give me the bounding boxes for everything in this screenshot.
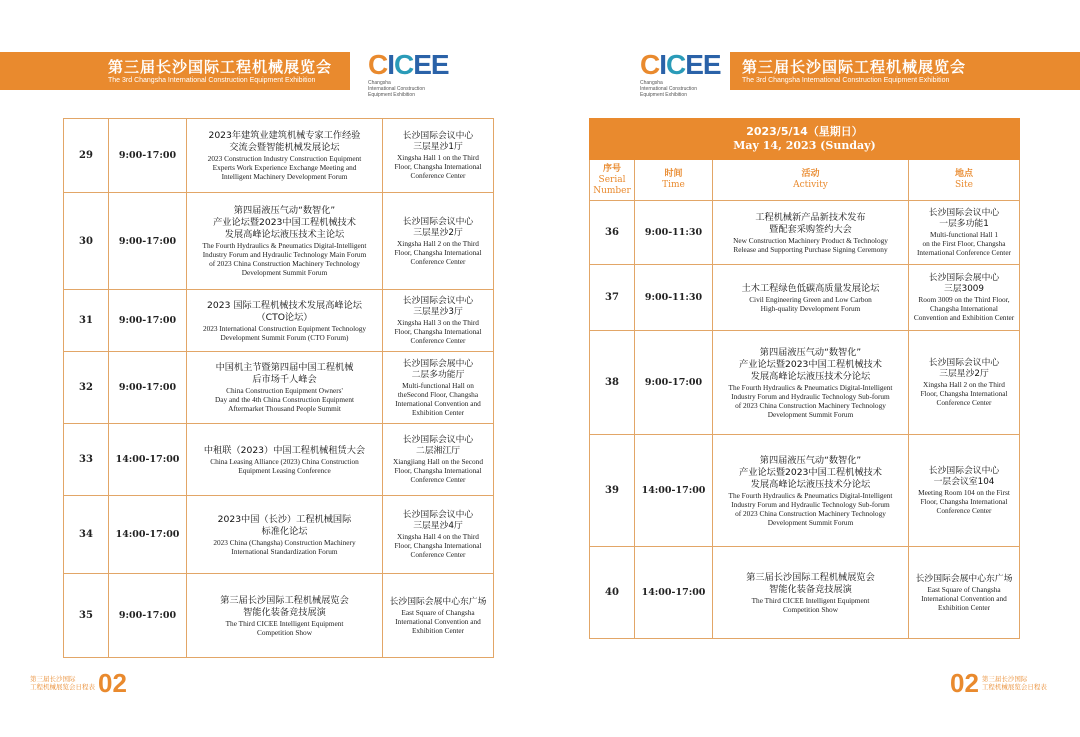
page-number: 02 bbox=[98, 668, 127, 698]
activity-title-zh: 第四届液压气动“数智化” bbox=[759, 346, 862, 358]
logo-sub-3: Equipment Exhibition bbox=[640, 92, 687, 98]
site-name-en: East Square of Changsha bbox=[927, 584, 1001, 594]
activity-title-en: The Fourth Hydraulics & Pneumatics Digital-Intelligent bbox=[202, 241, 367, 250]
site-name-en: Xingsha Hall 3 on the Third bbox=[397, 318, 479, 327]
site-cell bbox=[383, 496, 494, 574]
site-name-en: Floor, Changsha International bbox=[920, 389, 1008, 398]
site-name-zh: 长沙国际会议中心 bbox=[402, 216, 474, 227]
exhibition-title-zh: 第三届长沙国际工程机械展览会 bbox=[108, 58, 333, 76]
time-range: 9:00-11:30 bbox=[635, 201, 713, 265]
logo-sub-2: International Construction bbox=[640, 86, 697, 92]
site-name-en: Multi-functional Hall on bbox=[402, 380, 474, 390]
schedule-row bbox=[64, 119, 494, 193]
activity-cell bbox=[713, 265, 909, 331]
header-activity: 活动 Activity bbox=[713, 160, 909, 201]
cicee-logo-left bbox=[368, 49, 449, 98]
site-name-zh: 长沙国际会展中心 bbox=[402, 358, 474, 369]
site-name-en: Floor, Changsha International bbox=[394, 162, 482, 171]
date-zh: 2023/5/14（星期日） bbox=[746, 125, 863, 138]
site-name-zh: 长沙国际会展中心东广场 bbox=[915, 573, 1013, 584]
date-header bbox=[590, 119, 1020, 160]
schedule-row bbox=[64, 574, 494, 658]
site-name-zh: 三层3009 bbox=[944, 284, 984, 294]
site-cell bbox=[383, 424, 494, 496]
activity-title-en: Release and Supporting Purchase Signing Ceremony bbox=[733, 244, 888, 254]
schedule-row bbox=[590, 435, 1020, 547]
logo-sub-1: Changsha bbox=[368, 80, 391, 86]
exhibition-title-en: The 3rd Changsha International Construction Equipment Exhibition bbox=[742, 77, 950, 84]
activity-title-en: Development Summit Forum bbox=[767, 517, 854, 527]
schedule-row bbox=[590, 201, 1020, 265]
activity-title-zh: （CTO论坛） bbox=[256, 311, 313, 323]
activity-title-zh: 发展高峰论坛液压技术主论坛 bbox=[224, 229, 345, 240]
activity-title-zh: 2023年建筑业建筑机械专家工作经验 bbox=[208, 130, 361, 141]
site-name-en: International Convention and bbox=[395, 616, 481, 626]
activity-title-en: Competition Show bbox=[257, 627, 312, 637]
activity-title-zh: 土木工程绿色低碳高质量发展论坛 bbox=[741, 282, 880, 294]
activity-title-en: Development Summit Forum bbox=[767, 409, 854, 419]
activity-cell bbox=[187, 290, 383, 352]
site-name-zh: 二层多功能厅 bbox=[411, 369, 465, 380]
site-name-zh: 长沙国际会议中心 bbox=[928, 208, 1000, 218]
serial-number: 37 bbox=[590, 265, 635, 331]
activity-title-en: New Construction Machinery Product & Technology bbox=[733, 235, 888, 245]
site-name-en: Room 3009 on the Third Floor, bbox=[918, 295, 1010, 304]
time-range: 9:00-17:00 bbox=[109, 574, 187, 658]
activity-cell bbox=[187, 119, 383, 193]
serial-number: 31 bbox=[64, 290, 109, 352]
site-name-en: Exhibition Center bbox=[411, 625, 465, 635]
activity-title-en: Industry Forum and Hydraulic Technology Sub-forum bbox=[731, 499, 890, 509]
site-name-zh: 三层星沙1厅 bbox=[413, 142, 463, 152]
serial-number: 32 bbox=[64, 352, 109, 424]
time-range: 9:00-17:00 bbox=[109, 193, 187, 290]
schedule-row bbox=[590, 265, 1020, 331]
activity-title-zh: 产业论坛暨2023中国工程机械技术 bbox=[739, 358, 882, 370]
site-name-en: Exhibition Center bbox=[411, 407, 465, 417]
site-name-en: Conference Center bbox=[410, 256, 466, 266]
site-name-zh: 长沙国际会议中心 bbox=[928, 466, 1000, 476]
time-range: 9:00-11:30 bbox=[635, 265, 713, 331]
activity-title-en: Equipment Leasing Conference bbox=[238, 465, 331, 475]
site-name-zh: 一层会议室104 bbox=[933, 477, 995, 487]
schedule-table-right bbox=[589, 118, 1020, 639]
activity-title-zh: 产业论坛暨2023中国工程机械技术 bbox=[739, 466, 882, 478]
schedule-row bbox=[64, 424, 494, 496]
activity-title-zh: 中国机主节暨第四届中国工程机械 bbox=[215, 362, 354, 373]
footer-line-1: 第三届长沙国际 bbox=[30, 675, 76, 683]
serial-number: 40 bbox=[590, 547, 635, 639]
activity-cell bbox=[187, 352, 383, 424]
site-name-en: International Convention and bbox=[395, 398, 481, 408]
footer-line-2: 工程机械展览会日程表 bbox=[30, 683, 95, 691]
activity-title-en: Day and the 4th China Construction Equipment bbox=[214, 395, 355, 404]
site-name-en: Xingsha Hall 1 on the Third bbox=[397, 153, 479, 162]
site-cell bbox=[383, 290, 494, 352]
column-header-row bbox=[590, 160, 1020, 201]
exhibition-title-en: The 3rd Changsha International Construction Equipment Exhibition bbox=[108, 77, 316, 84]
activity-title-en: Civil Engineering Green and Low Carbon bbox=[749, 294, 872, 304]
header-banner-left bbox=[0, 52, 350, 90]
site-name-zh: 二层湘江厅 bbox=[416, 446, 460, 456]
schedule-row bbox=[64, 352, 494, 424]
header-serial-number: 序号 Serial Number bbox=[590, 160, 635, 201]
schedule-row bbox=[590, 547, 1020, 639]
activity-cell bbox=[187, 193, 383, 290]
schedule-row bbox=[590, 331, 1020, 435]
activity-title-zh: 暨配套采购签约大会 bbox=[769, 223, 852, 235]
site-name-en: on the First Floor, Changsha bbox=[922, 239, 1006, 248]
serial-number: 34 bbox=[64, 496, 109, 574]
site-cell bbox=[909, 331, 1020, 435]
site-name-zh: 长沙国际会议中心 bbox=[928, 358, 1000, 368]
serial-number: 29 bbox=[64, 119, 109, 193]
activity-title-en: 2023 China (Changsha) Construction Machinery bbox=[213, 537, 356, 547]
site-name-en: Changsha International bbox=[930, 304, 998, 313]
site-cell bbox=[909, 547, 1020, 639]
activity-title-en: China Leasing Alliance (2023) China Construction bbox=[210, 456, 359, 466]
activity-title-zh: 2023中国（长沙）工程机械国际 bbox=[217, 513, 352, 525]
activity-title-en: The Fourth Hydraulics & Pneumatics Digital-Intelligent bbox=[728, 490, 893, 500]
serial-number: 35 bbox=[64, 574, 109, 658]
activity-title-en: High-quality Development Forum bbox=[760, 303, 861, 313]
site-cell bbox=[909, 265, 1020, 331]
site-name-en: theSecond Floor, Changsha bbox=[397, 389, 479, 399]
logo-sub-2: International Construction bbox=[368, 86, 425, 92]
activity-title-zh: 后市场千人峰会 bbox=[252, 374, 317, 385]
date-en: May 14, 2023 (Sunday) bbox=[733, 139, 876, 152]
activity-title-en: The Third CICEE Intelligent Equipment bbox=[225, 618, 344, 628]
logo-sub-1: Changsha bbox=[640, 80, 663, 86]
activity-title-en: Industry Forum and Hydraulic Technology Main Forum bbox=[202, 250, 367, 259]
activity-cell bbox=[187, 574, 383, 658]
activity-title-zh: 第三届长沙国际工程机械展览会 bbox=[220, 594, 349, 606]
activity-title-zh: 智能化装备竞技展演 bbox=[769, 583, 852, 595]
time-range: 9:00-17:00 bbox=[109, 290, 187, 352]
activity-title-en: The Fourth Hydraulics & Pneumatics Digital-Intelligent bbox=[728, 382, 893, 392]
site-name-en: Convention and Exhibition Center bbox=[913, 313, 1015, 322]
page-number: 02 bbox=[950, 668, 979, 698]
time-range: 9:00-17:00 bbox=[109, 119, 187, 193]
site-cell bbox=[383, 193, 494, 290]
activity-title-en: Development Summit Forum (CTO Forum) bbox=[220, 332, 349, 342]
site-name-zh: 长沙国际会议中心 bbox=[402, 435, 474, 445]
site-name-en: Floor, Changsha International bbox=[920, 497, 1008, 506]
site-name-zh: 三层星沙4厅 bbox=[413, 521, 463, 531]
activity-title-en: of 2023 China Construction Machinery Technology bbox=[735, 508, 886, 518]
footer-right bbox=[950, 670, 1047, 696]
activity-title-en: The Third CICEE Intelligent Equipment bbox=[751, 595, 870, 605]
site-name-zh: 三层星沙2厅 bbox=[413, 227, 463, 238]
site-name-zh: 长沙国际会展中心东广场 bbox=[389, 596, 487, 607]
date-header-row bbox=[590, 119, 1020, 160]
serial-number: 39 bbox=[590, 435, 635, 547]
schedule-table-left bbox=[63, 118, 494, 658]
time-range: 9:00-17:00 bbox=[635, 331, 713, 435]
activity-title-en: of 2023 China Construction Machinery Technology bbox=[209, 259, 360, 268]
site-name-zh: 三层星沙3厅 bbox=[413, 307, 463, 317]
site-name-en: Meeting Room 104 on the First bbox=[918, 488, 1010, 497]
activity-title-zh: 发展高峰论坛液压技术分论坛 bbox=[750, 370, 871, 382]
site-name-en: Xingsha Hall 2 on the Third bbox=[923, 380, 1005, 389]
site-name-zh: 长沙国际会展中心 bbox=[928, 273, 1000, 283]
site-cell bbox=[383, 352, 494, 424]
site-name-en: East Square of Changsha bbox=[401, 607, 475, 617]
site-name-en: Multi-functional Hall 1 bbox=[929, 230, 999, 239]
logo-sub-3: Equipment Exhibition bbox=[368, 92, 415, 98]
logo-mark: CICEE bbox=[640, 49, 721, 80]
activity-title-zh: 中租联（2023）中国工程机械租赁大会 bbox=[203, 444, 366, 456]
activity-title-en: Development Summit Forum bbox=[241, 268, 328, 277]
site-cell bbox=[909, 201, 1020, 265]
activity-title-en: China Construction Equipment Owners' bbox=[226, 386, 343, 395]
activity-title-zh: 标准化论坛 bbox=[261, 525, 308, 537]
activity-title-en: 2023 Construction Industry Construction Equipment bbox=[207, 154, 362, 163]
exhibition-title-zh: 第三届长沙国际工程机械展览会 bbox=[742, 58, 967, 76]
activity-title-zh: 第四届液压气动“数智化” bbox=[233, 205, 336, 216]
site-cell bbox=[909, 435, 1020, 547]
site-name-zh: 三层星沙2厅 bbox=[939, 369, 989, 379]
schedule-row bbox=[64, 496, 494, 574]
schedule-row bbox=[64, 193, 494, 290]
activity-cell bbox=[713, 435, 909, 547]
activity-cell bbox=[713, 201, 909, 265]
site-name-en: Floor, Changsha International bbox=[394, 247, 482, 257]
site-name-en: Conference Center bbox=[410, 550, 466, 559]
activity-title-zh: 产业论坛暨2023中国工程机械技术 bbox=[213, 217, 356, 228]
activity-title-zh: 2023 国际工程机械技术发展高峰论坛 bbox=[207, 299, 362, 311]
activity-title-zh: 交流会暨智能机械发展论坛 bbox=[229, 142, 340, 153]
activity-title-en: 2023 International Construction Equipment Technology bbox=[202, 323, 367, 333]
schedule-row bbox=[64, 290, 494, 352]
time-range: 14:00-17:00 bbox=[635, 435, 713, 547]
site-name-zh: 长沙国际会议中心 bbox=[402, 296, 474, 306]
activity-title-zh: 发展高峰论坛液压技术分论坛 bbox=[750, 478, 871, 490]
activity-title-en: Experts Work Experience Exchange Meeting and bbox=[212, 163, 357, 172]
activity-cell bbox=[713, 331, 909, 435]
site-name-en: Floor, Changsha International bbox=[394, 466, 482, 475]
serial-number: 36 bbox=[590, 201, 635, 265]
activity-title-zh: 智能化装备竞技展演 bbox=[243, 606, 326, 618]
site-name-en: Conference Center bbox=[410, 475, 466, 484]
cicee-logo-right bbox=[640, 49, 721, 98]
activity-title-en: of 2023 China Construction Machinery Technology bbox=[735, 400, 886, 410]
site-name-en: International Conference Center bbox=[916, 248, 1011, 257]
activity-title-zh: 第三届长沙国际工程机械展览会 bbox=[746, 571, 875, 583]
header-banner-right bbox=[730, 52, 1080, 90]
site-name-en: International Convention and bbox=[921, 593, 1007, 603]
header-time: 时间 Time bbox=[635, 160, 713, 201]
time-range: 14:00-17:00 bbox=[635, 547, 713, 639]
site-name-en: Exhibition Center bbox=[937, 602, 991, 612]
site-name-en: Floor, Changsha International bbox=[394, 541, 482, 550]
site-name-en: Conference Center bbox=[410, 171, 466, 180]
activity-title-zh: 工程机械新产品新技术发布 bbox=[755, 211, 866, 223]
footer-left bbox=[30, 670, 127, 696]
serial-number: 30 bbox=[64, 193, 109, 290]
site-name-zh: 长沙国际会议中心 bbox=[402, 131, 474, 141]
activity-title-en: Competition Show bbox=[783, 604, 838, 614]
header-site: 地点 Site bbox=[909, 160, 1020, 201]
activity-cell bbox=[187, 424, 383, 496]
site-name-en: Conference Center bbox=[936, 506, 992, 515]
activity-title-en: Intelligent Machinery Development Forum bbox=[221, 172, 348, 181]
site-name-en: Floor, Changsha International bbox=[394, 327, 482, 336]
serial-number: 38 bbox=[590, 331, 635, 435]
activity-title-zh: 第四届液压气动“数智化” bbox=[759, 454, 862, 466]
footer-line-1: 第三届长沙国际 bbox=[981, 675, 1028, 683]
activity-title-en: Industry Forum and Hydraulic Technology Sub-forum bbox=[731, 391, 890, 401]
time-range: 9:00-17:00 bbox=[109, 352, 187, 424]
site-name-en: Xingsha Hall 4 on the Third bbox=[397, 532, 479, 541]
activity-cell bbox=[713, 547, 909, 639]
time-range: 14:00-17:00 bbox=[109, 424, 187, 496]
site-name-zh: 一层多功能1 bbox=[939, 219, 989, 229]
site-cell bbox=[383, 574, 494, 658]
footer-line-2: 工程机械展览会日程表 bbox=[981, 683, 1047, 691]
activity-title-en: Aftermarket Thousand People Summit bbox=[228, 404, 341, 413]
serial-number: 33 bbox=[64, 424, 109, 496]
time-range: 14:00-17:00 bbox=[109, 496, 187, 574]
site-name-en: Xingsha Hall 2 on the Third bbox=[397, 238, 479, 248]
site-cell bbox=[383, 119, 494, 193]
logo-mark: CICEE bbox=[368, 49, 449, 80]
activity-cell bbox=[187, 496, 383, 574]
site-name-en: Conference Center bbox=[936, 398, 992, 407]
site-name-en: Conference Center bbox=[410, 336, 466, 345]
activity-title-en: International Standardization Forum bbox=[231, 546, 338, 556]
site-name-en: Xiangjiang Hall on the Second bbox=[393, 457, 483, 466]
site-name-zh: 长沙国际会议中心 bbox=[402, 510, 474, 520]
